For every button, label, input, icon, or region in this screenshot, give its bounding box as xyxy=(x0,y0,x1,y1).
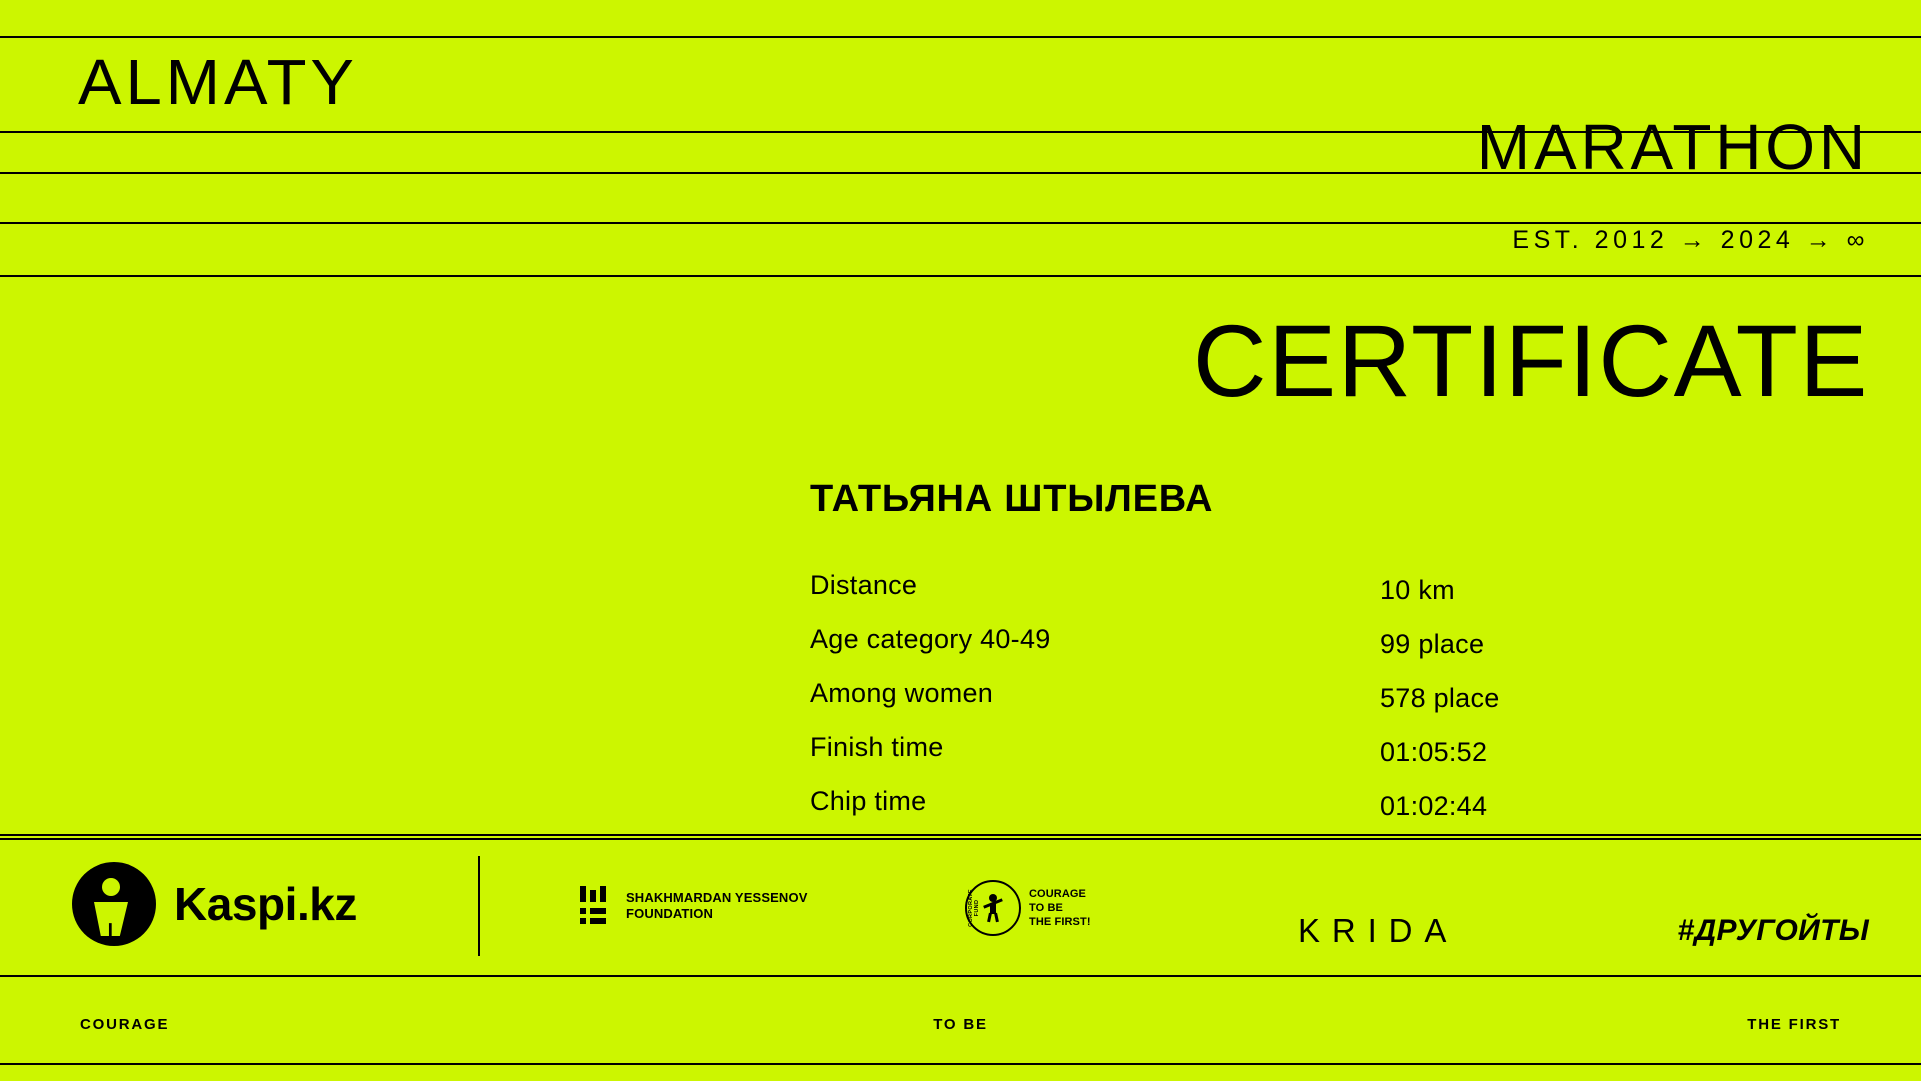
sponsor-yessenov-foundation xyxy=(580,886,808,926)
yessenov-wordmark xyxy=(626,890,808,923)
yessenov-line-2: FOUNDATION xyxy=(626,906,713,921)
divider-rule xyxy=(0,36,1921,38)
result-value: 01:05:52 xyxy=(1380,737,1488,767)
sponsor-kaspi xyxy=(72,862,357,946)
result-row xyxy=(810,732,1870,786)
divider-rule xyxy=(0,275,1921,277)
courage-line-3: THE FIRST! xyxy=(1029,916,1091,929)
footer-slogan-left: COURAGE xyxy=(80,1016,170,1033)
courage-runner-figure xyxy=(985,894,1001,922)
result-row xyxy=(810,678,1870,732)
courage-wordmark xyxy=(1029,887,1091,930)
yessenov-line-1: SHAKHMARDAN YESSENOV xyxy=(626,889,808,905)
brand-wordmark-almaty: ALMATY xyxy=(78,46,358,118)
result-value: 10 km xyxy=(1380,575,1455,605)
sponsor-krida: KRIDA xyxy=(1298,912,1459,949)
result-label: Finish time xyxy=(810,732,944,762)
brand-wordmark-marathon: MARATHON xyxy=(1476,111,1869,183)
divider-rule xyxy=(0,222,1921,224)
result-row xyxy=(810,786,1870,840)
kaspi-wordmark: Kaspi.kz xyxy=(174,878,357,930)
result-value: 578 place xyxy=(1380,683,1500,713)
result-label: Chip time xyxy=(810,786,927,816)
divider-rule xyxy=(0,975,1921,977)
kaspi-logo-icon xyxy=(72,862,156,946)
sponsor-strip xyxy=(0,838,1921,975)
divider-rule xyxy=(0,1063,1921,1065)
result-row xyxy=(810,624,1870,678)
sponsor-courage-fund xyxy=(965,880,1091,936)
vertical-divider xyxy=(478,856,480,956)
result-value: 99 place xyxy=(1380,629,1485,659)
footer-slogan-right: THE FIRST xyxy=(1747,1016,1841,1033)
courage-fund-icon xyxy=(965,880,1021,936)
result-label: Among women xyxy=(810,678,994,708)
results-table xyxy=(810,570,1870,840)
participant-name: ТАТЬЯНА ШТЫЛЕВА xyxy=(810,478,1214,520)
result-label: Distance xyxy=(810,570,918,600)
yessenov-foundation-icon xyxy=(580,886,614,926)
result-label: Age category 40-49 xyxy=(810,624,1051,654)
campaign-hashtag: #ДРУГОЙТЫ xyxy=(1677,914,1869,947)
page-title: CERTIFICATE xyxy=(1192,304,1869,418)
courage-line-1: COURAGE xyxy=(1029,887,1086,900)
courage-line-2: TO BE xyxy=(1029,901,1063,914)
result-row xyxy=(810,570,1870,624)
courage-ring-text: CORPORATE FUND xyxy=(968,889,980,927)
footer-slogan-center: TO BE xyxy=(933,1016,988,1033)
result-value: 01:02:44 xyxy=(1380,791,1488,821)
divider-rule xyxy=(0,834,1921,836)
established-years: EST. 2012 → 2024 → ∞ xyxy=(1512,226,1869,254)
